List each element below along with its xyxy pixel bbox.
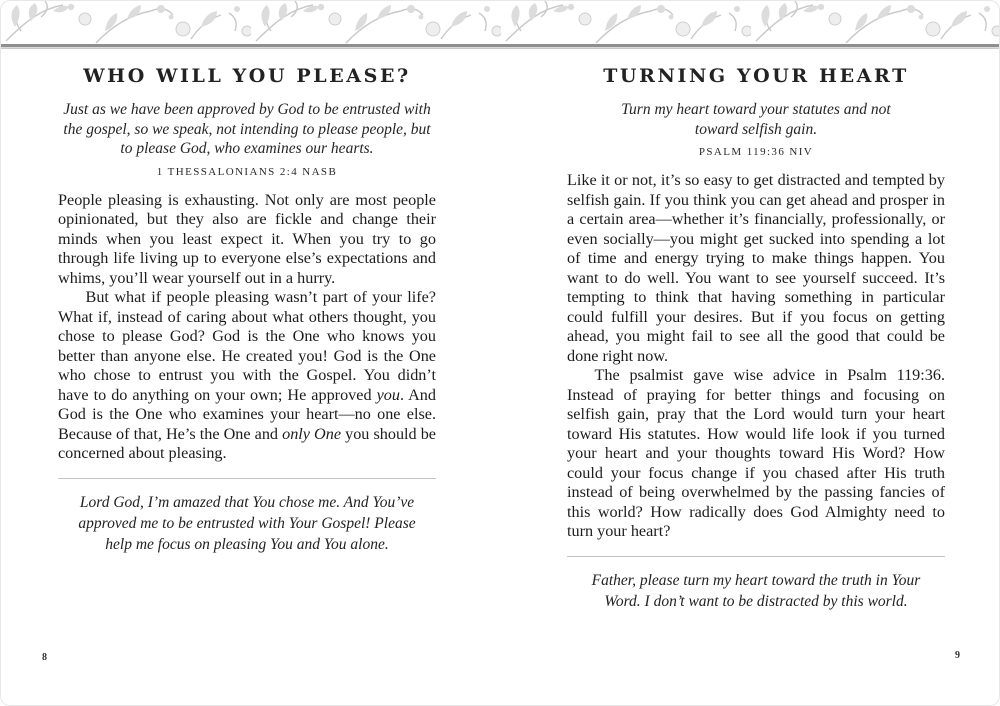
right-page-number: 9: [955, 650, 960, 661]
right-prayer-text: Father, please turn my heart toward the truth in Your Word. I don’t want to be distracted by this world.: [591, 571, 921, 610]
right-scripture-quote: Turn my heart toward your statutes and not toward selfish gain.: [621, 101, 891, 138]
left-scripture-quote: Just as we have been approved by God to be entrusted with the gospel, so we speak, not intending to please people, but to please God, who examines our hearts.: [63, 101, 431, 157]
floral-pattern-icon: [1, 1, 1000, 45]
left-page-number: 8: [42, 652, 47, 663]
left-page-title: WHO WILL YOU PLEASE?: [83, 65, 411, 87]
left-paragraph-1: People pleasing is exhausting. Not only are most people opinionated, but they also are fickle and change their minds when you least expect it. When you try to go through life living up to everyone else’s expectations and whims, you’ll wear yourself out in a hurry.: [58, 190, 436, 287]
right-paragraph-2: The psalmist gave wise advice in Psalm 119:36. Instead of praying for better things and focusing on selfish gain, pray that the Lord would turn your heart toward His statutes. How would life look if you turned your heart and your thoughts toward His Word? How could your focus change if you chased after His truth instead of being overwhelmed by the passing fancies of this world? How radically does God Almighty need to turn your heart?: [567, 366, 945, 540]
left-prayer-text: Lord God, I’m amazed that You chose me. And You’ve approved me to be entrusted with Your Gospel! Please help me focus on pleasing You and You alone.: [78, 493, 416, 553]
header-divider-line: [1, 44, 1000, 47]
right-page: [567, 59, 945, 612]
left-devotional-body: [58, 191, 436, 464]
left-scripture-reference: 1 THESSALONIANS 2:4 NASB: [156, 165, 338, 178]
right-page-title: TURNING YOUR HEART: [603, 65, 909, 87]
left-prayer-divider: [58, 478, 436, 479]
floral-header-band: [1, 1, 1000, 49]
right-prayer-divider: [567, 556, 945, 557]
left-paragraph-2: But what if people pleasing wasn’t part of your life? What if, instead of caring about what others thought, you chose to please God? God is the One who knows you better than anyone else. He created you! God is the One who chose to entrust you with the Gospel. You didn’t have to do anything on your own; He approved you. And God is the One who examines your heart—no one else. Because of that, He’s the One and only One you should be concerned about pleasing.: [58, 288, 436, 462]
right-scripture-reference: PSALM 119:36 NIV: [698, 146, 814, 158]
right-devotional-body: [567, 171, 945, 542]
right-paragraph-1: Like it or not, it’s so easy to get distracted and tempted by selfish gain. If you think you can get ahead and prosper in a certain area—whether it’s financially, professionally, or even socially—you might get sucked into spending a lot of time and energy trying to make things happen. You want to do well. You want to see yourself succeed. It’s tempting to think that having something in particular could fulfill your desires. But if you focus on getting ahead, you might fail to see all the good that could be done right now.: [567, 171, 945, 365]
left-page: [58, 59, 436, 555]
